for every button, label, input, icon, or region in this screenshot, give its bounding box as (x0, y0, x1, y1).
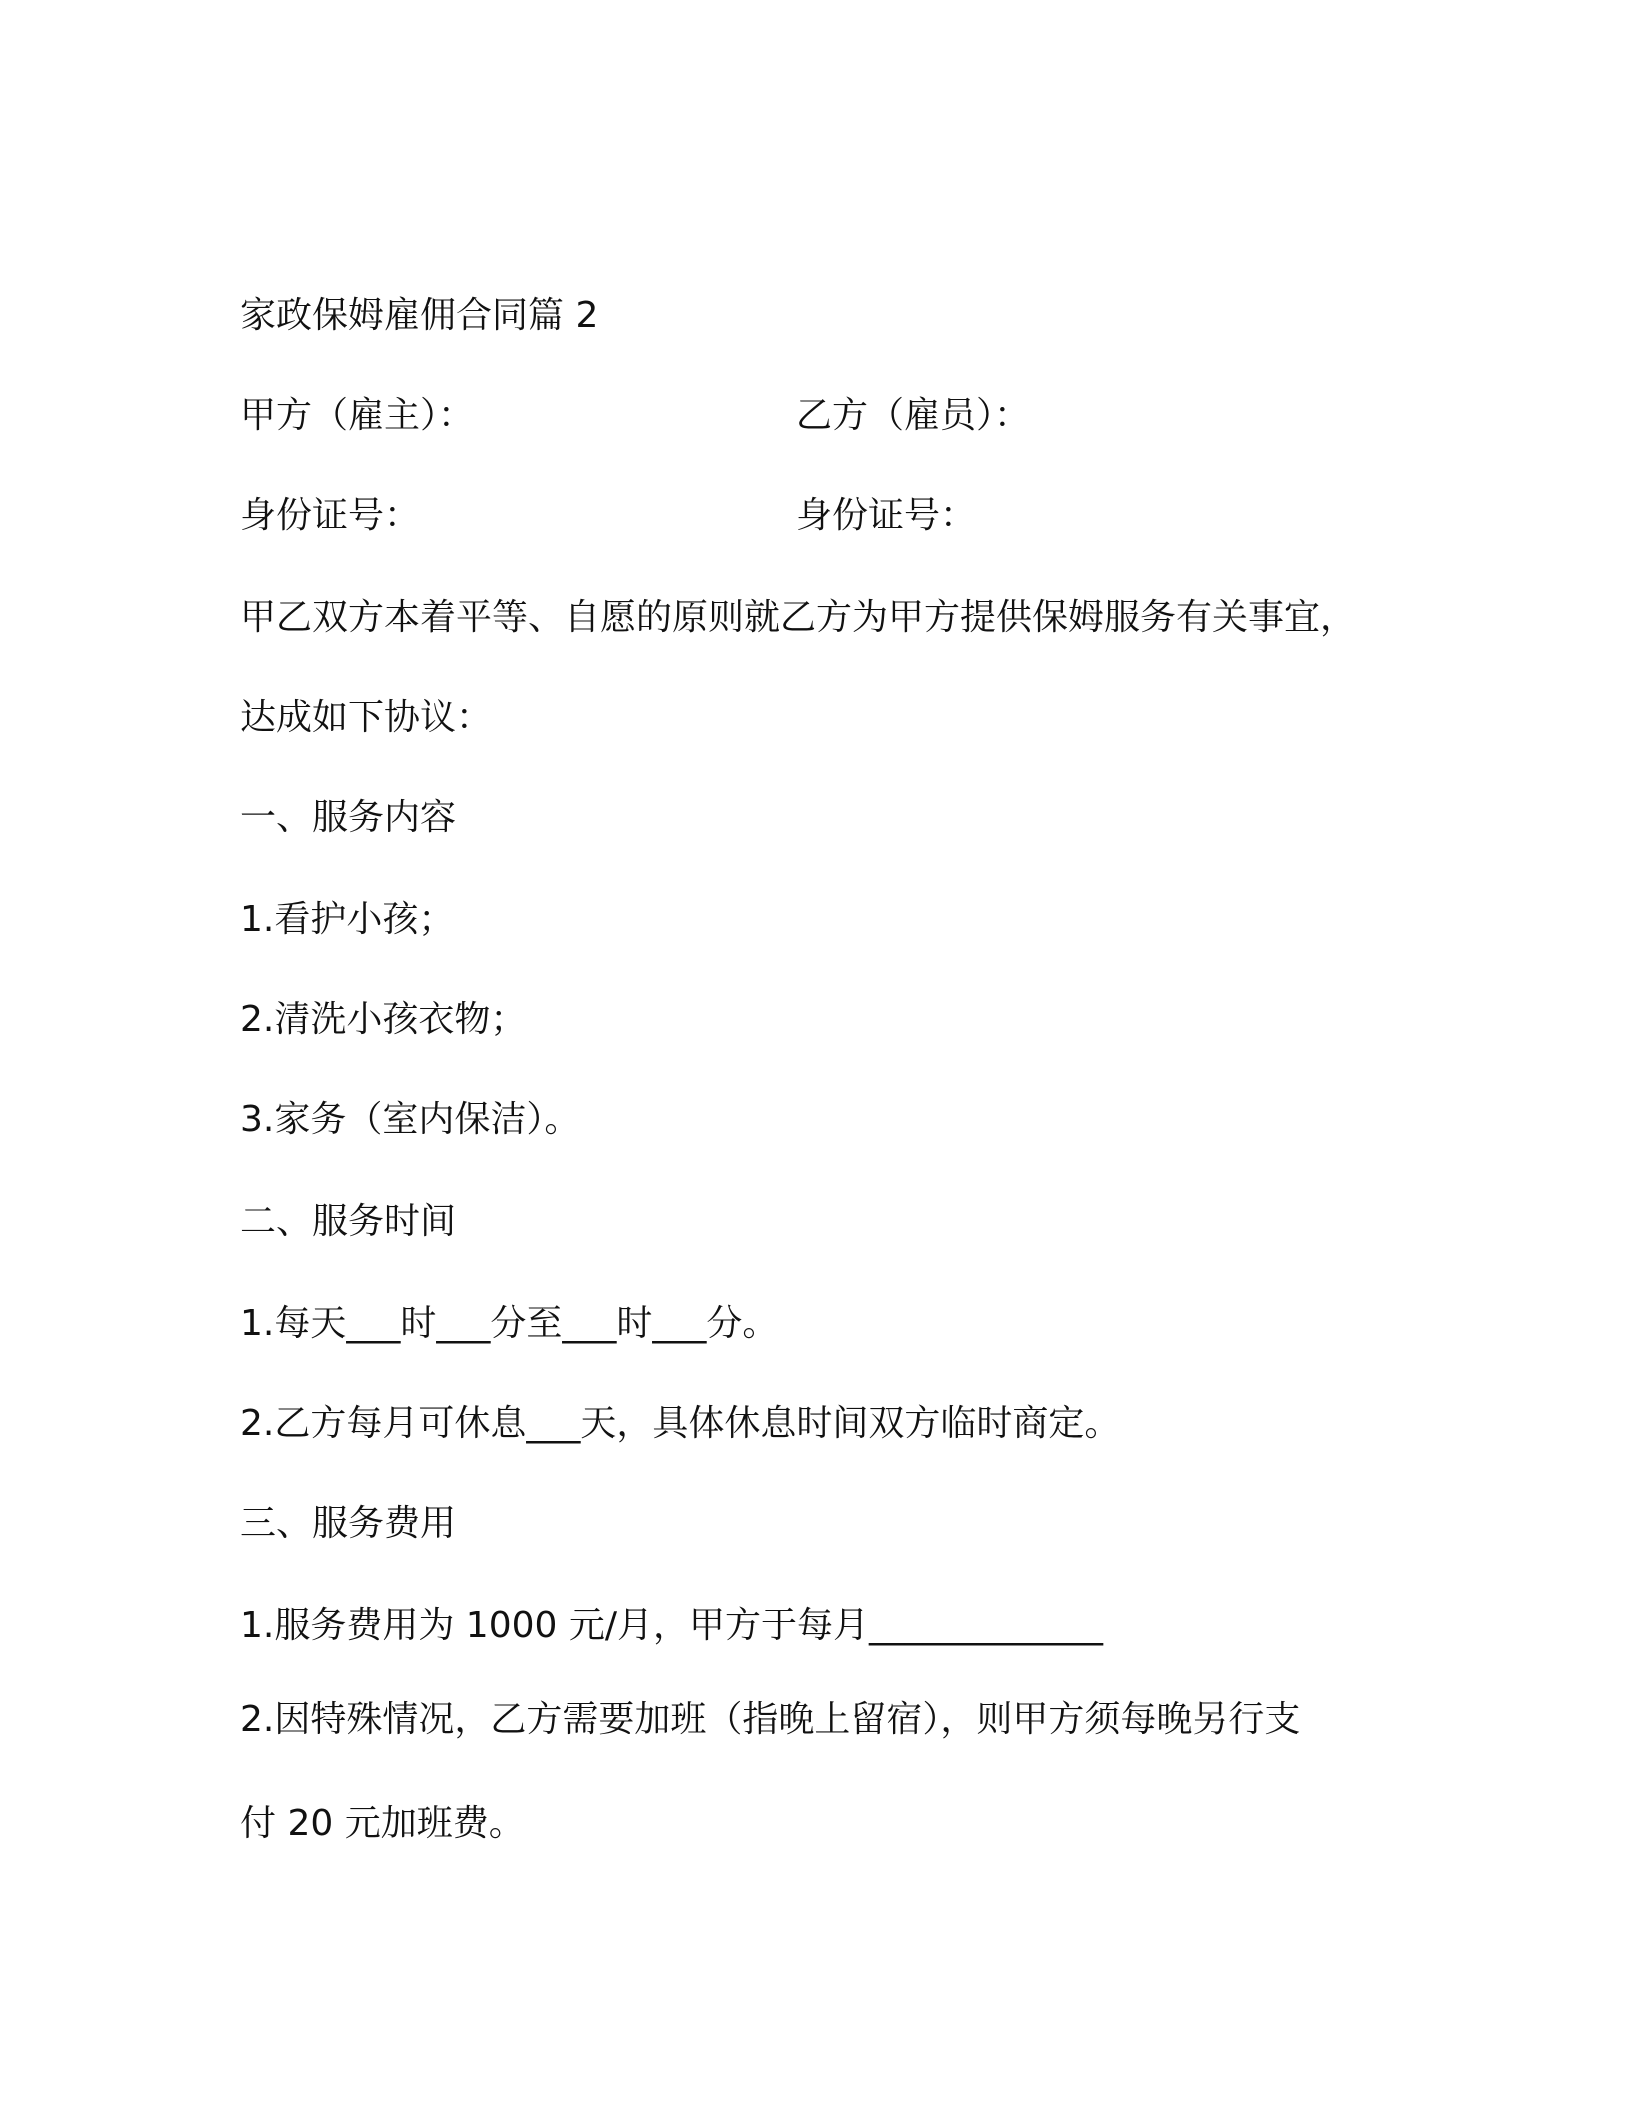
section-heading-service-content: 一、服务内容 (240, 797, 457, 838)
id-label-b: 身份证号： (796, 495, 977, 536)
section-item: 3.家务（室内保洁）。 (240, 1099, 581, 1140)
section-item-continued: 付 20 元加班费。 (240, 1803, 525, 1844)
intro-line-1: 甲乙双方本着平等、自愿的原则就乙方为甲方提供保姆服务有关事宜， (240, 597, 1357, 638)
section-item: 2.清洗小孩衣物； (240, 999, 527, 1040)
section-item: 1.看护小孩； (240, 899, 455, 940)
party-row (240, 392, 1031, 440)
section-heading-service-fee: 三、服务费用 (240, 1503, 457, 1544)
section-heading-service-time: 二、服务时间 (240, 1201, 457, 1242)
section-item: 1.每天___时___分至___时___分。 (240, 1303, 779, 1344)
section-item: 2.乙方每月可休息___天，具体休息时间双方临时商定。 (240, 1403, 1121, 1444)
section-item: 1.服务费用为 1000 元/月，甲方于每月_____________ (240, 1605, 1103, 1646)
section-item: 2.因特殊情况，乙方需要加班（指晚上留宿），则甲方须每晚另行支 (240, 1699, 1301, 1740)
party-b-label: 乙方（雇员）： (796, 395, 1031, 436)
party-a-label: 甲方（雇主）： (240, 395, 475, 436)
intro-line-2: 达成如下协议： (240, 697, 493, 738)
id-label-a: 身份证号： (240, 495, 421, 536)
id-row (240, 492, 977, 540)
document-title: 家政保姆雇佣合同篇 2 (240, 295, 599, 336)
